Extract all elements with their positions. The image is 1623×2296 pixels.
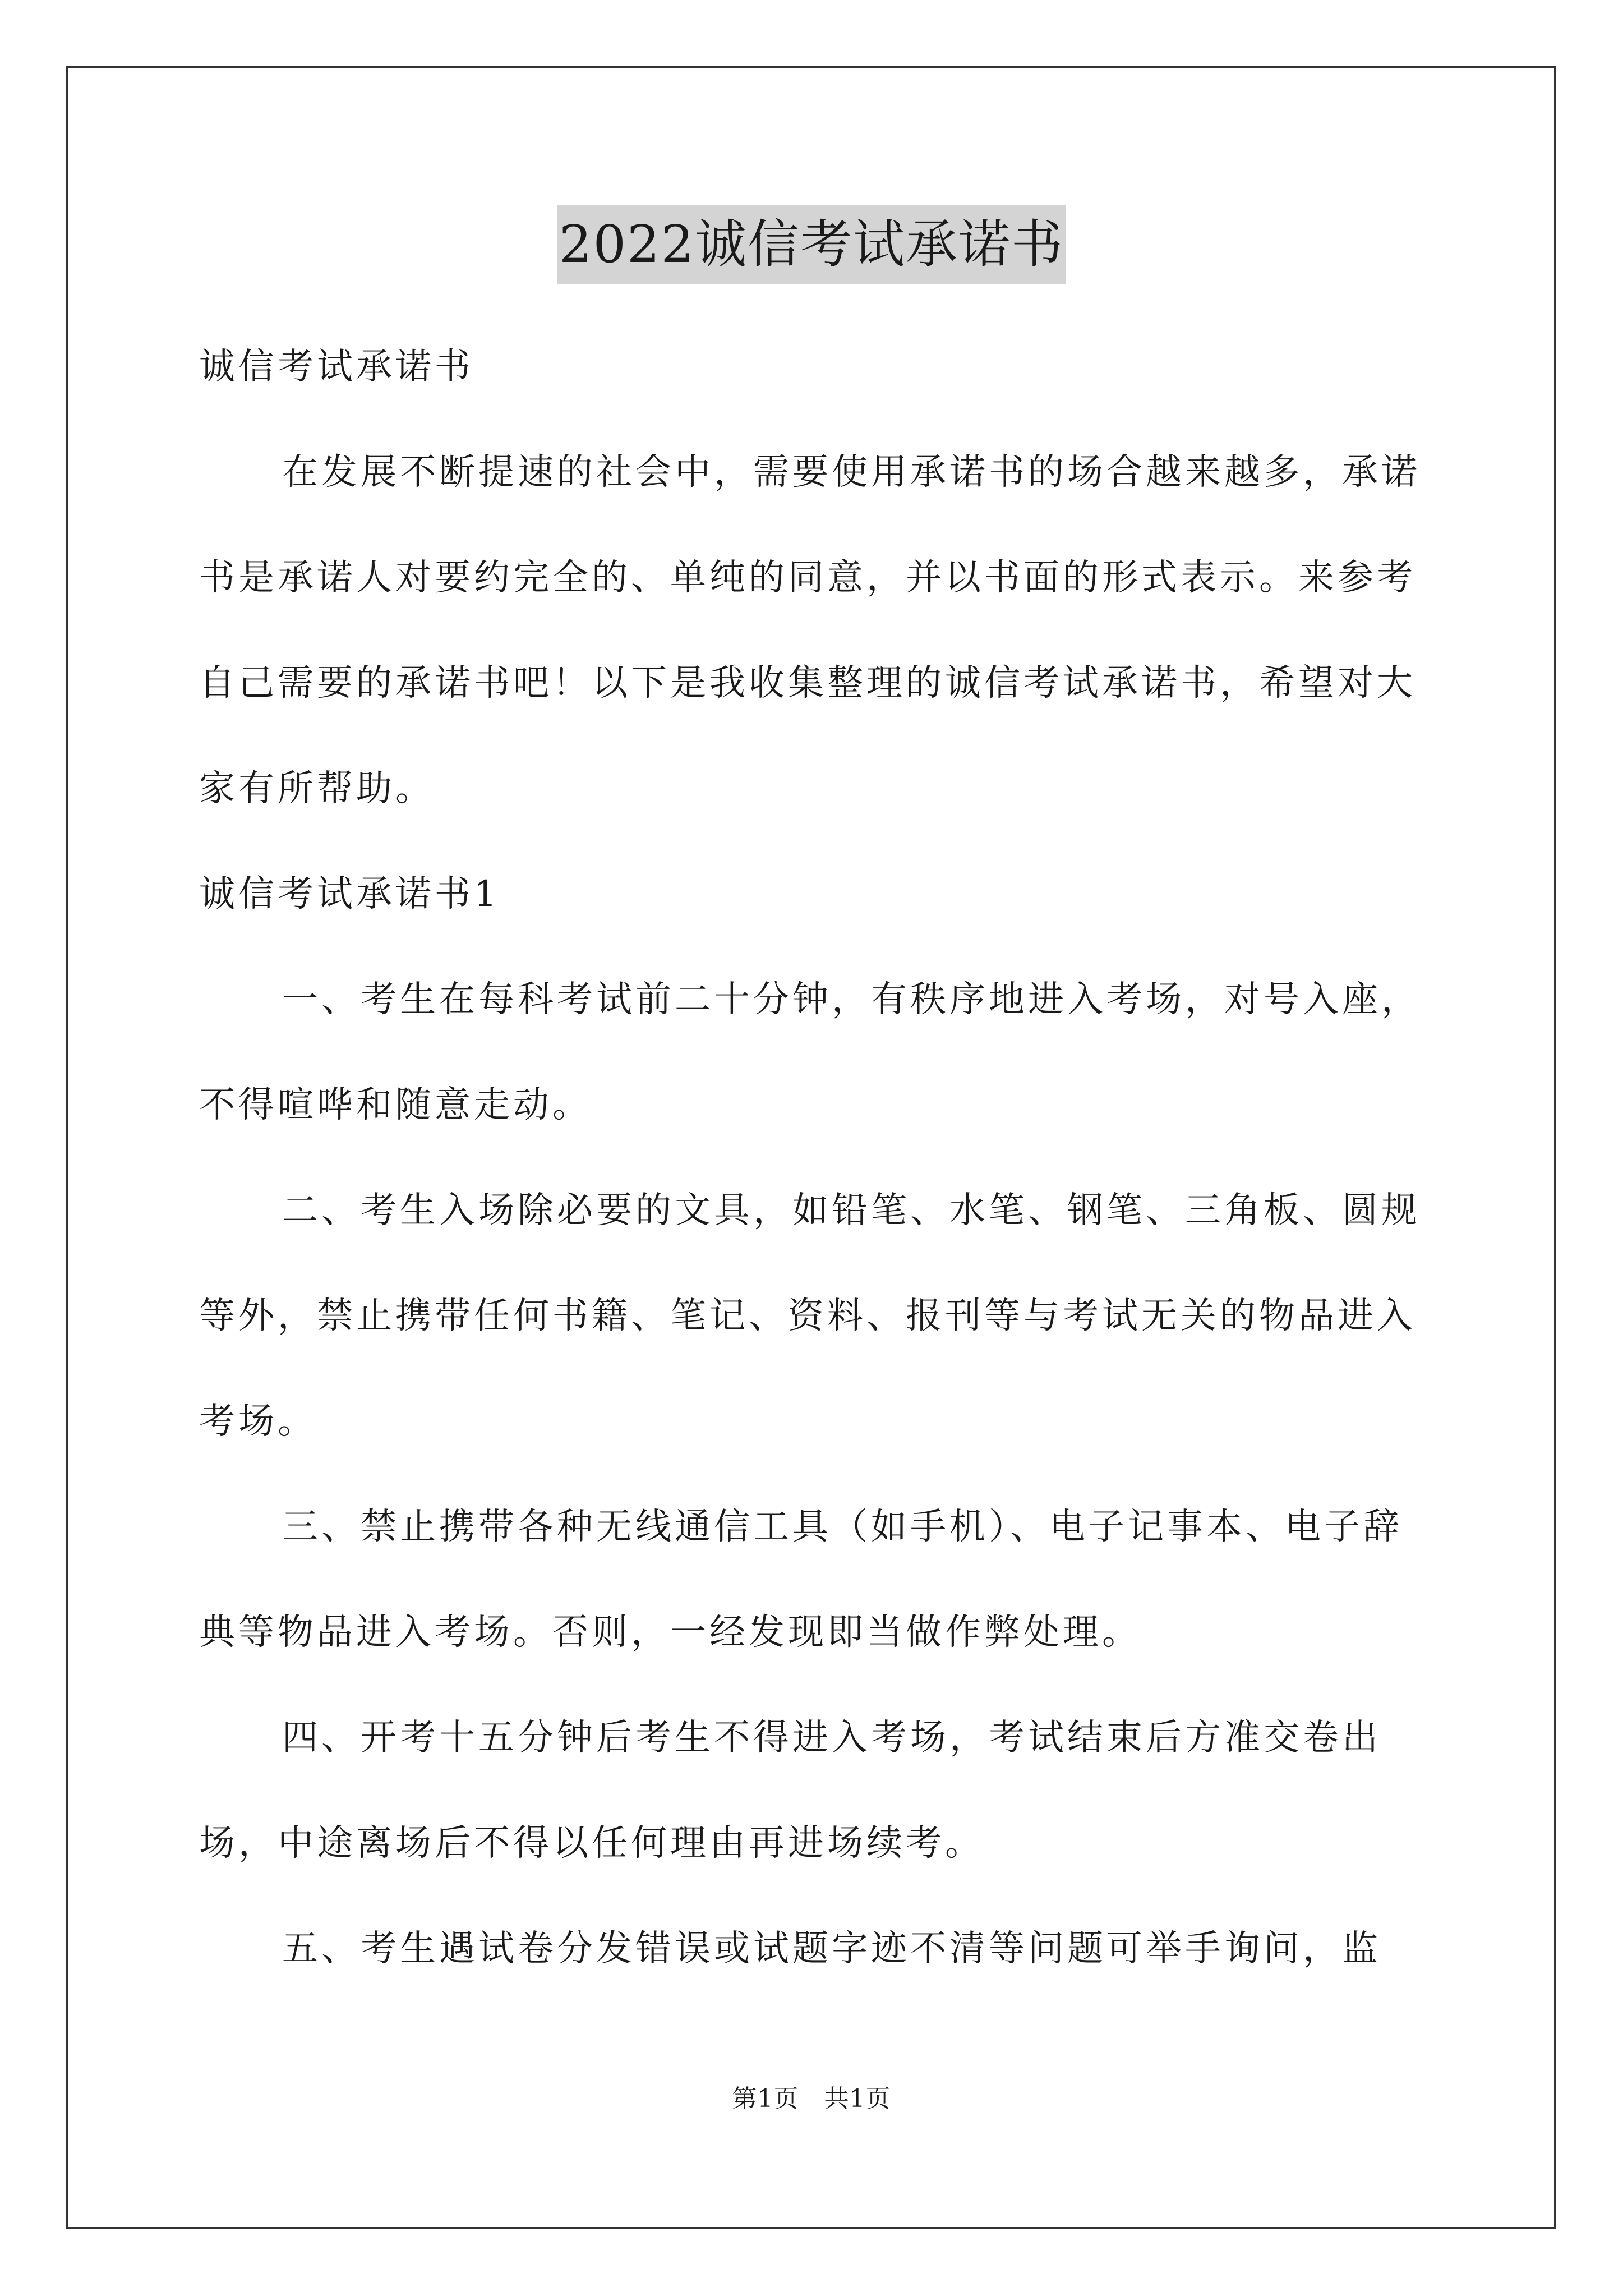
paragraph: 四、开考十五分钟后考生不得进入考场，考试结束后方准交卷出场，中途离场后不得以任何理由再进场续考。 bbox=[199, 1717, 1381, 1864]
paragraph: 一、考生在每科考试前二十分钟，有秩序地进入考场，对号入座，不得喧哗和随意走动。 bbox=[199, 979, 1421, 1126]
paragraph: 三、禁止携带各种无线通信工具（如手机）、电子记事本、电子辞典等物品进入考场。否则，一经发现即当做作弊处理。 bbox=[199, 1506, 1403, 1653]
document-title: 2022诚信考试承诺书 bbox=[557, 205, 1066, 284]
page-footer: 第1页 共1页 bbox=[732, 2085, 891, 2113]
paragraph: 诚信考试承诺书 bbox=[199, 346, 474, 388]
document-body bbox=[199, 314, 1431, 2001]
paragraph: 诚信考试承诺书1 bbox=[199, 873, 500, 915]
paragraph: 五、考生遇试卷分发错误或试题字迹不清等问题可举手询问，监 bbox=[282, 1928, 1381, 1970]
paragraph: 在发展不断提速的社会中，需要使用承诺书的场合越来越多，承诺书是承诺人对要约完全的、单纯的同意，并以书面的形式表示。来参考自己需要的承诺书吧！以下是我收集整理的诚信考试承诺书，希望对大家有所帮助。 bbox=[199, 452, 1421, 809]
paragraph: 二、考生入场除必要的文具，如铅笔、水笔、钢笔、三角板、圆规等外，禁止携带任何书籍、笔记、资料、报刊等与考试无关的物品进入考场。 bbox=[199, 1190, 1421, 1442]
title-container bbox=[0, 205, 1623, 284]
